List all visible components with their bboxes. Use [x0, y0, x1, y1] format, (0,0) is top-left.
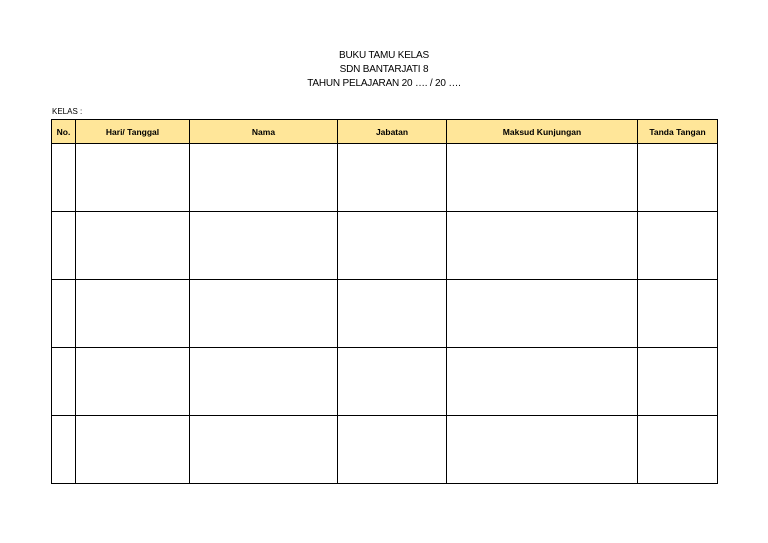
table-cell-no — [52, 280, 76, 348]
table-body — [52, 144, 718, 484]
table-cell-position — [338, 280, 447, 348]
heading-school-year: TAHUN PELAJARAN 20 …. / 20 …. — [307, 78, 461, 89]
table-cell-date — [76, 212, 190, 280]
table-cell-position — [338, 144, 447, 212]
table-cell-date — [76, 280, 190, 348]
table-cell-name — [190, 280, 338, 348]
heading-school-name: SDN BANTARJATI 8 — [339, 64, 429, 75]
column-header-name: Nama — [190, 120, 338, 144]
table-cell-position — [338, 348, 447, 416]
table-row — [52, 348, 718, 416]
table-row — [52, 416, 718, 484]
table-cell-no — [52, 212, 76, 280]
column-header-date: Hari/ Tanggal — [76, 120, 190, 144]
table-cell-date — [76, 416, 190, 484]
table-cell-date — [76, 144, 190, 212]
heading-title: BUKU TAMU KELAS — [339, 50, 429, 61]
table-cell-name — [190, 212, 338, 280]
table-cell-no — [52, 416, 76, 484]
table-cell-signature — [638, 348, 718, 416]
table-cell-position — [338, 212, 447, 280]
guest-book-table — [51, 119, 718, 484]
table-cell-signature — [638, 212, 718, 280]
table-row — [52, 144, 718, 212]
table-row — [52, 280, 718, 348]
column-header-signature: Tanda Tangan — [638, 120, 718, 144]
table-header-row — [52, 120, 718, 144]
table-cell-signature — [638, 416, 718, 484]
table-cell-no — [52, 348, 76, 416]
table-cell-signature — [638, 280, 718, 348]
column-header-position: Jabatan — [338, 120, 447, 144]
table-cell-purpose — [447, 416, 638, 484]
kelas-label: KELAS : — [52, 107, 83, 116]
table-cell-no — [52, 144, 76, 212]
column-header-purpose: Maksud Kunjungan — [447, 120, 638, 144]
table-row — [52, 212, 718, 280]
table-cell-signature — [638, 144, 718, 212]
table-cell-name — [190, 348, 338, 416]
table-cell-date — [76, 348, 190, 416]
table-cell-name — [190, 416, 338, 484]
table-cell-name — [190, 144, 338, 212]
table-cell-purpose — [447, 280, 638, 348]
table-cell-purpose — [447, 348, 638, 416]
document-heading — [0, 49, 768, 91]
column-header-no: No. — [52, 120, 76, 144]
table-cell-position — [338, 416, 447, 484]
table-cell-purpose — [447, 212, 638, 280]
table-cell-purpose — [447, 144, 638, 212]
